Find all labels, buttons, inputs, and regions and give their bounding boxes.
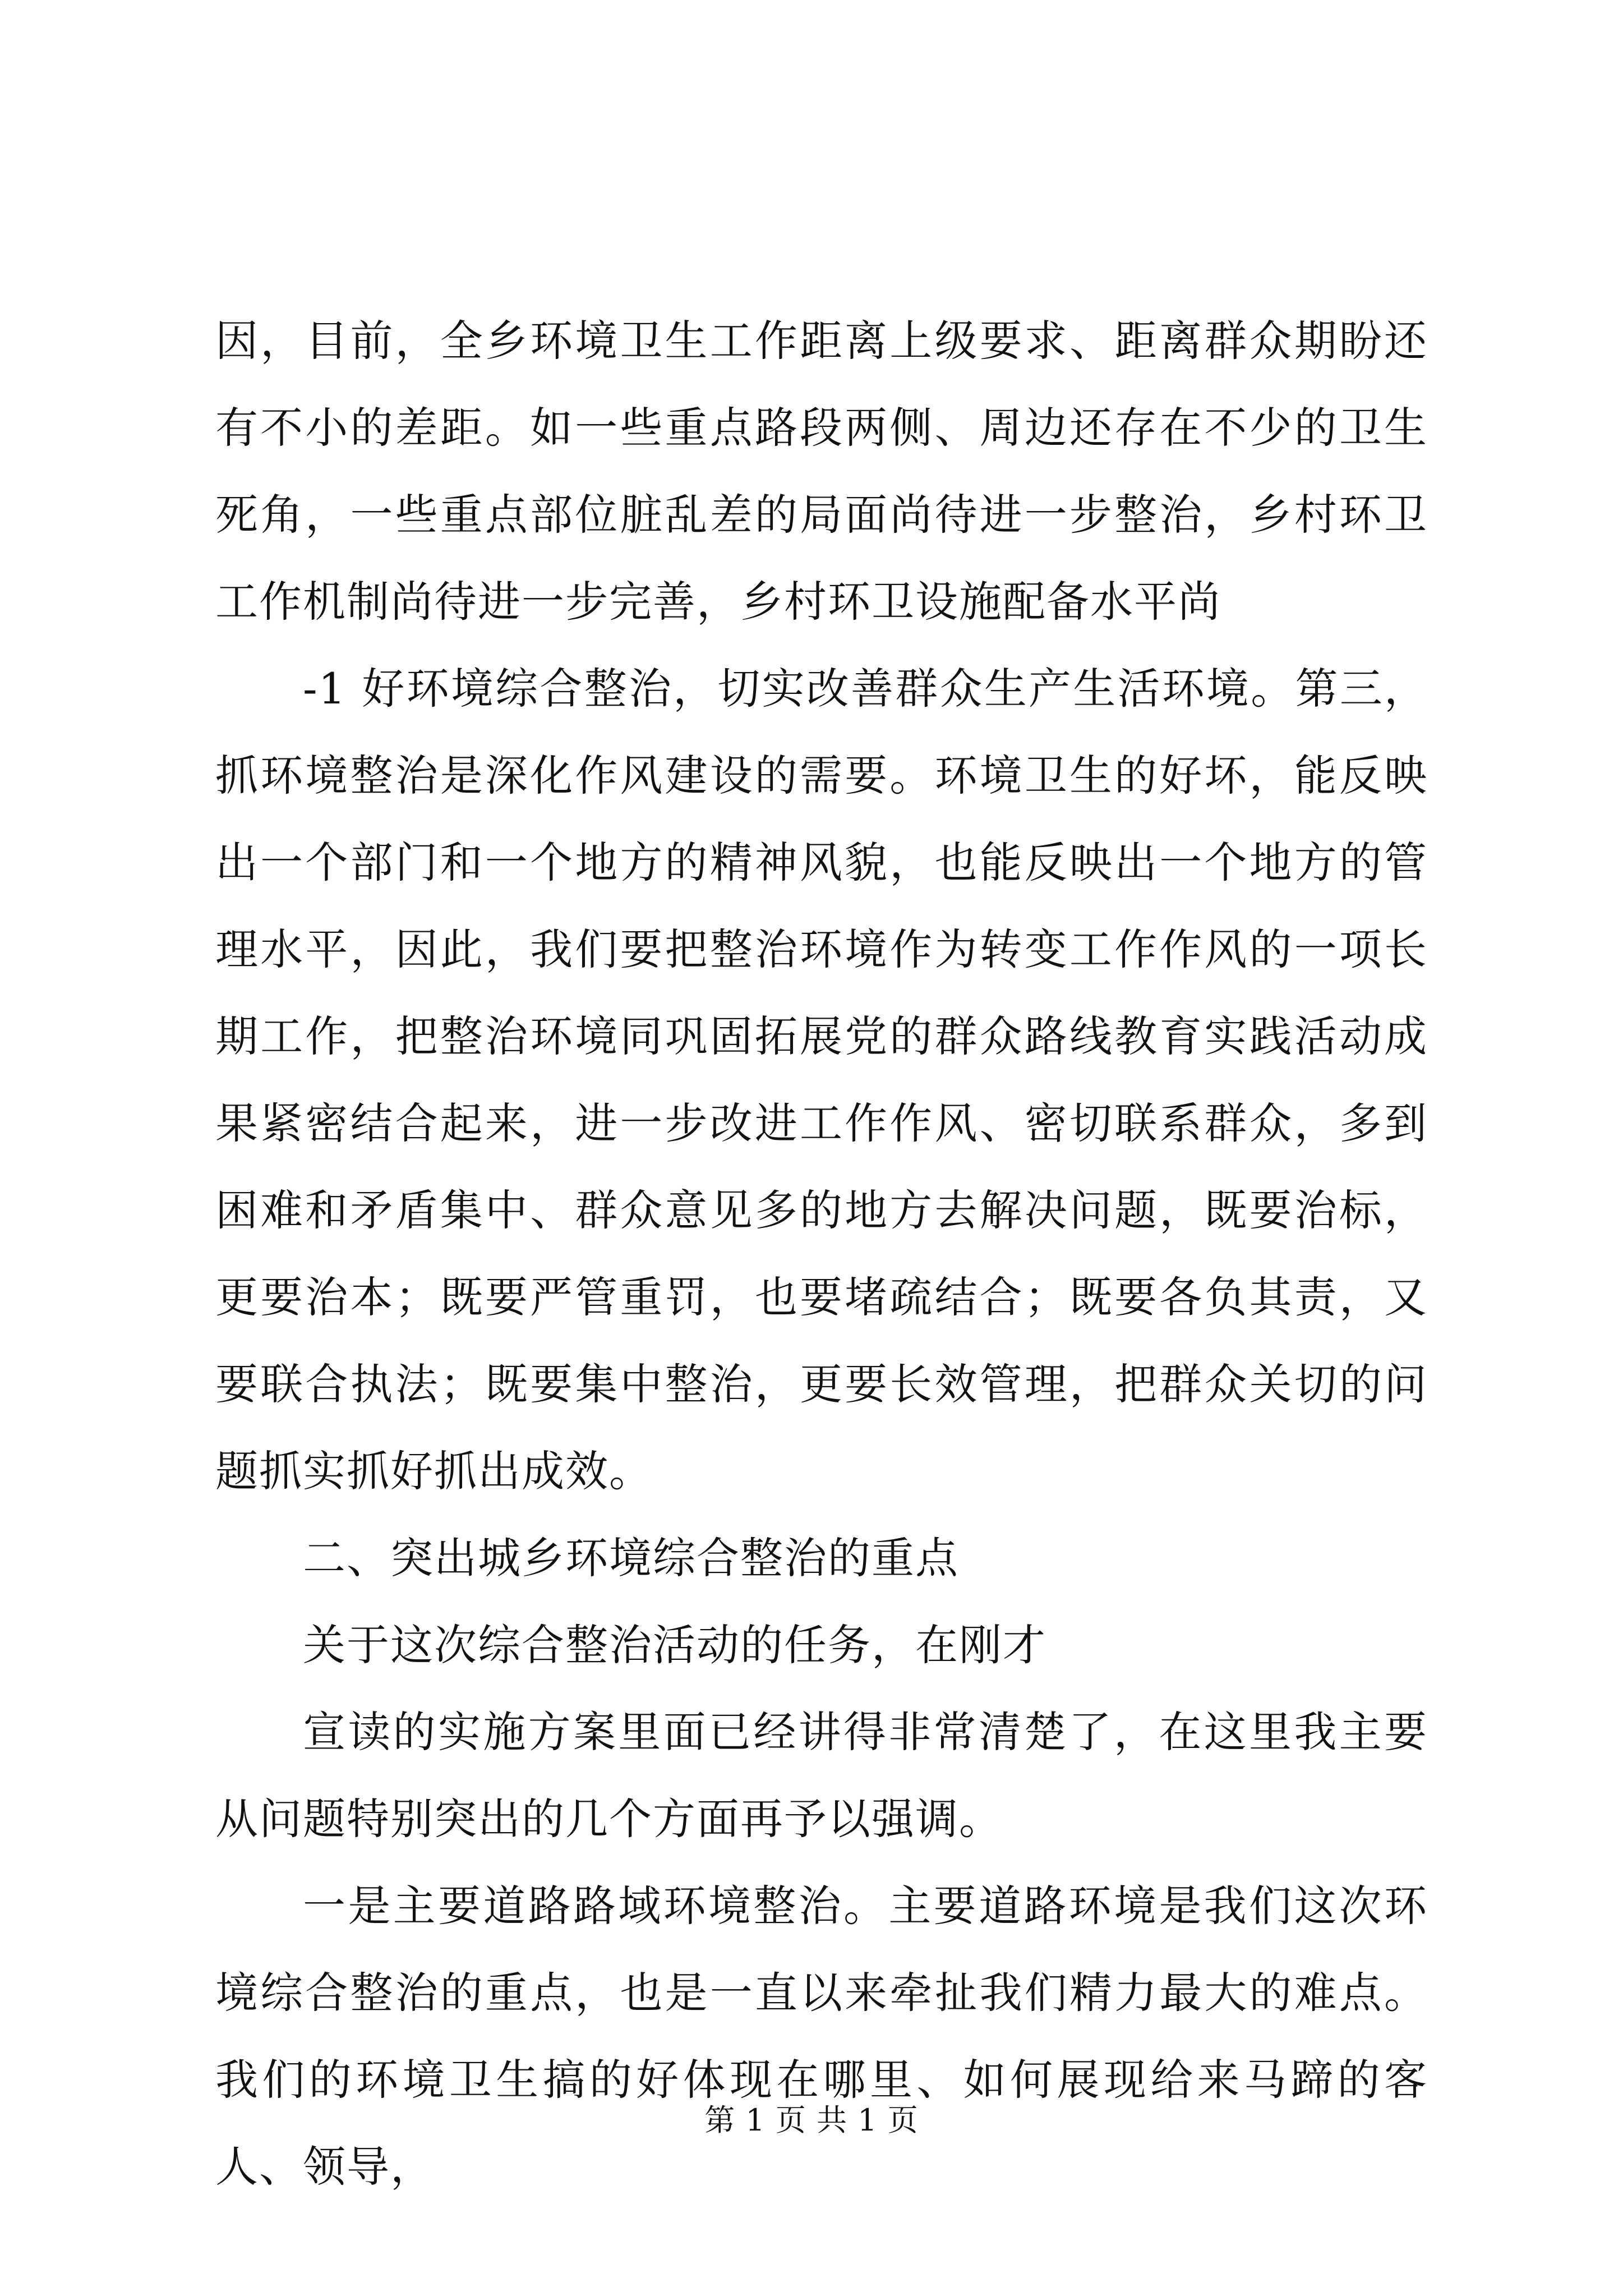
paragraph-continued: 因，目前，全乡环境卫生工作距离上级要求、距离群众期盼还有不小的差距。如一些重点路段两侧、周边还存在不少的卫生死角，一些重点部位脏乱差的局面尚待进一步整治，乡村环卫工作机制尚待进一步完善，乡村环卫设施配备水平尚 [215, 316, 1428, 627]
document-body [215, 297, 1428, 2210]
paragraph-third-point: -1 好环境综合整治，切实改善群众生产生活环境。第三，抓环境整治是深化作风建设的需要。环境卫生的好坏，能反映出一个部门和一个地方的精神风貌，也能反映出一个地方的管理水平，因此，我们要把整治环境作为转变工作作风的一项长期工作，把整治环境同巩固拓展党的群众路线教育实践活动成果紧密结合起来，进一步改进工作作风、密切联系群众，多到困难和矛盾集中、群众意见多的地方去解决问题，既要治标，更要治本；既要严管重罚，也要堵疏结合；既要各负其责，又要联合执法；既要集中整治，更要长效管理，把群众关切的问题抓实抓好抓出成效。 [215, 664, 1428, 1496]
paragraph-implementation-plan: 宣读的实施方案里面已经讲得非常清楚了，在这里我主要从问题特别突出的几个方面再予以强调。 [215, 1707, 1428, 1844]
paragraph-task-intro: 关于这次综合整治活动的任务，在刚才 [303, 1620, 1046, 1670]
section-heading: 二、突出城乡环境综合整治的重点 [303, 1533, 959, 1583]
paragraph-road-rectification: 一是主要道路路域环境整治。主要道路环境是我们这次环境综合整治的重点，也是一直以来牵扯我们精力最大的难点。我们的环境卫生搞的好体现在哪里、如何展现给来马蹄的客人、领导， [215, 1881, 1428, 2192]
page-footer: 第 1 页 共 1 页 [704, 2102, 919, 2138]
